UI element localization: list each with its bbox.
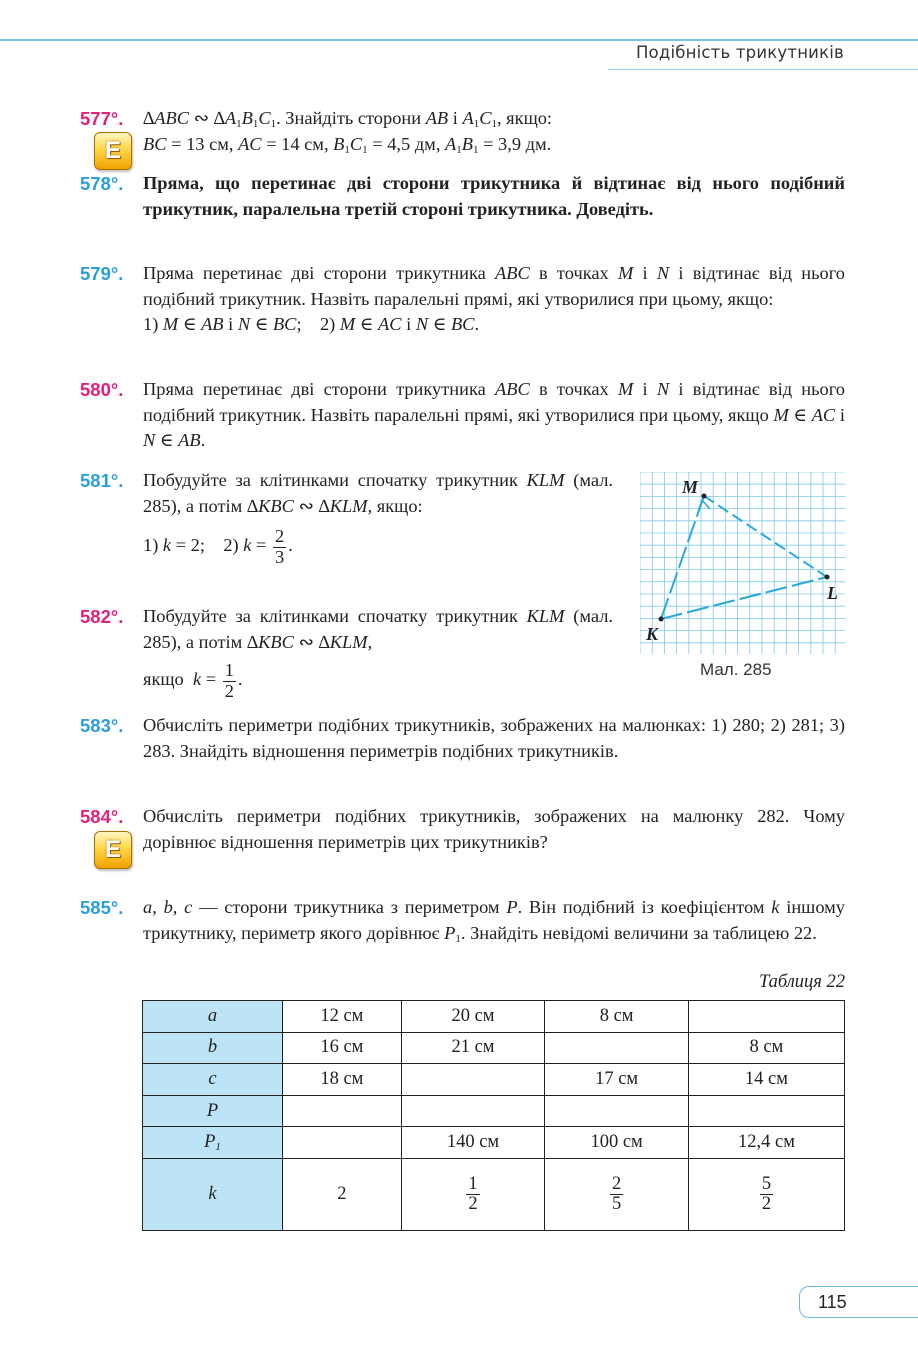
table-row-p [143, 1095, 845, 1127]
electronic-resource-icon[interactable]: E [94, 831, 132, 869]
row-header: b [143, 1032, 283, 1064]
problem-578 [80, 171, 845, 222]
problem-number: 578°. [80, 173, 124, 194]
problem-text: Пряма перетинає дві сторони трикутника ABC в точках M і N і відтинає від нього подібний трикутник. Назвіть паралельні прямі, які утворилися при цьому, якщо: 1) M ∈ AB і N ∈ BC; 2) M ∈ AC і N ∈ BC. [143, 263, 845, 335]
problem-text: Побудуйте за клітинками спочатку трикутник KLM (мал. 285), а потім ∆KBC ∾ ∆KLM, якщо k = $\frac{1}{2}$ . [143, 606, 613, 701]
table-row-p1: $P_1$ 140 см 100 см 12,4 см [143, 1127, 845, 1159]
table-row-c: c 18 см 17 см 14 см [143, 1064, 845, 1096]
problem-text: Побудуйте за клітинками спочатку трикутник KLM (мал. 285), а потім ∆KBC ∾ ∆KLM, якщо: 1) k = 2; 2) k = $\frac{2}{3}$ . [143, 470, 613, 567]
figure-285-grid [640, 472, 845, 654]
point-m [702, 494, 707, 499]
row-header: c [143, 1064, 283, 1096]
electronic-resource-icon[interactable]: E [94, 132, 132, 170]
problem-577 [80, 106, 845, 157]
row-header: $P_1$ [143, 1127, 283, 1159]
table-row-k: k 2 $\frac{1}{2}$ $\frac{2}{5}$ $\frac{5}{2}$ [143, 1158, 845, 1230]
problem-text: Пряма, що перетинає дві сторони трикутника й відтинає від нього подібний трикутник, паралельна третій стороні трикутника. Доведіть. [143, 173, 845, 219]
top-rule [0, 39, 918, 41]
table-22 [142, 1000, 845, 1231]
header-underline [608, 69, 918, 70]
problem-number: 582°. [80, 606, 124, 627]
problem-number: 583°. [80, 715, 124, 736]
problem-number: 577°. [80, 108, 124, 129]
row-header: P [143, 1095, 283, 1127]
problem-text: a, b, c — сторони трикутника з периметром P. Він подібний із коефіцієнтом k іншому трикутнику, периметр якого дорівнює $P_1$. Знайдіть невідомі величини за таблицею 22. [143, 897, 845, 945]
problem-number: 584°. [80, 806, 124, 827]
problem-583 [80, 713, 845, 764]
problem-text: Обчисліть периметри подібних трикутників, зображених на малюнку 282. Чому дорівнює відношення периметрів цих трикутників? [143, 806, 845, 852]
fraction-cell: $\frac{2}{5}$ [611, 1173, 622, 1214]
point-k [659, 617, 664, 622]
row-header: k [143, 1158, 283, 1230]
figure-caption: Мал. 285 [700, 660, 772, 679]
table-row-a: a 12 см 20 см 8 см [143, 1001, 845, 1033]
fraction-cell: $\frac{1}{2}$ [468, 1173, 478, 1214]
problem-579 [80, 261, 845, 338]
fraction-cell: $\frac{5}{2}$ [761, 1173, 772, 1214]
label-m: M [682, 477, 699, 497]
problem-text: ∆ABC ∾ $\Delta A_1B_1C_1$. Знайдіть сторони AB і $A_1C_1$, якщо: BC = 13 см, AC = 14 см, $B_1C_1 = 4,5$ дм, $A_1B_1 = 3,9$ дм. [143, 108, 553, 156]
problem-582 [80, 604, 613, 701]
problem-number: 581°. [80, 470, 124, 491]
side-kl [661, 577, 827, 619]
problem-581 [80, 468, 613, 567]
problem-584 [80, 804, 845, 855]
problem-580 [80, 377, 845, 454]
problem-text: Обчисліть периметри подібних трикутників, зображених на малюнках: 1) 280; 2) 281; 3) 283. Знайдіть відношення периметрів подібних трикутників. [143, 715, 845, 761]
table-row-b: b 16 см 21 см 8 см [143, 1032, 845, 1064]
running-header: Подібність трикутників [635, 43, 844, 62]
label-k: K [646, 624, 659, 644]
label-l: L [827, 583, 838, 603]
problem-number: 585°. [80, 897, 124, 918]
page-number: 115 [799, 1286, 918, 1318]
problem-number: 579°. [80, 263, 124, 284]
table-caption: Таблиця 22 [758, 972, 845, 992]
grid-lines [640, 472, 845, 654]
side-ml [704, 496, 827, 577]
problem-text: Пряма перетинає дві сторони трикутника ABC в точках M і N і відтинає від нього подібний трикутник. Назвіть паралельні прямі, які утворилися при цьому, якщо M ∈ AC і N ∈ AB. [143, 379, 845, 451]
problem-585 [80, 895, 845, 946]
row-header: a [143, 1001, 283, 1033]
point-l [825, 575, 830, 580]
problem-number: 580°. [80, 379, 124, 400]
